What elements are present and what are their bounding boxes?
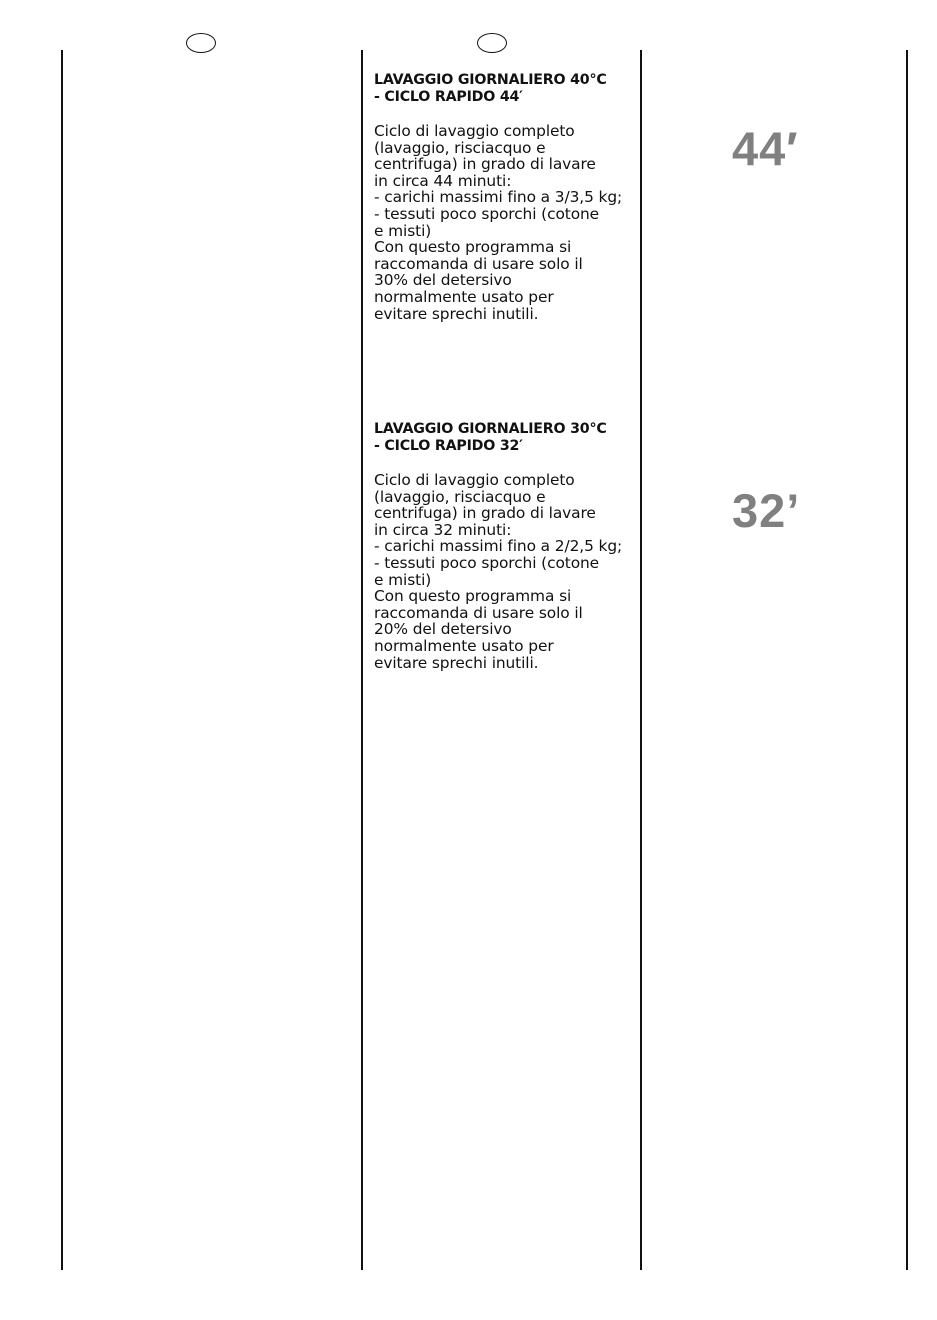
description-line: normalmente usato per: [374, 287, 554, 306]
description-line: - carichi massimi fino a 3/3,5 kg;: [374, 188, 623, 207]
column-divider-middle: [361, 50, 363, 1270]
description-line: Ciclo di lavaggio completo: [374, 122, 575, 140]
program-section-40c: [374, 72, 636, 322]
program-time-44: 44′: [732, 122, 799, 175]
column-divider-edge: [906, 50, 908, 1270]
program-description-30c: [374, 472, 636, 671]
description-line: - tessuti poco sporchi (cotone: [374, 553, 600, 572]
program-description-40c: [374, 123, 636, 322]
description-line: 20% del detersivo: [374, 620, 512, 639]
program-title-30c: [374, 421, 636, 455]
column-divider-left: [61, 50, 63, 1270]
description-line: centrifuga) in grado di lavare: [374, 155, 596, 174]
program-title-40c: [374, 72, 636, 106]
description-line: centrifuga) in grado di lavare: [374, 504, 596, 523]
description-line: normalmente usato per: [374, 636, 554, 655]
description-line: (lavaggio, risciacquo e: [374, 138, 546, 157]
description-line: Con questo programma si: [374, 238, 572, 257]
description-line: - carichi massimi fino a 2/2,5 kg;: [374, 537, 623, 556]
description-line: raccomanda di usare solo il: [374, 254, 583, 273]
description-line: e misti): [374, 221, 432, 240]
description-line: e misti): [374, 570, 432, 589]
title-line: LAVAGGIO GIORNALIERO 30°C: [374, 421, 607, 437]
column-divider-right: [640, 50, 642, 1270]
description-line: Ciclo di lavaggio completo: [374, 471, 575, 489]
description-line: evitare sprechi inutili.: [374, 304, 539, 323]
description-line: Con questo programma si: [374, 587, 572, 606]
description-line: (lavaggio, risciacquo e: [374, 487, 546, 506]
title-line: LAVAGGIO GIORNALIERO 40°C: [374, 72, 607, 88]
description-line: evitare sprechi inutili.: [374, 653, 539, 672]
description-line: raccomanda di usare solo il: [374, 603, 583, 622]
description-line: 30% del detersivo: [374, 271, 512, 290]
title-line: - CICLO RAPIDO 44′: [374, 89, 523, 105]
program-section-30c: [374, 421, 636, 671]
language-oval-right: [477, 33, 507, 53]
description-line: in circa 32 minuti:: [374, 520, 512, 539]
description-line: in circa 44 minuti:: [374, 171, 512, 190]
title-line: - CICLO RAPIDO 32′: [374, 438, 523, 454]
description-line: - tessuti poco sporchi (cotone: [374, 204, 600, 223]
program-time-32: 32’: [732, 484, 801, 537]
language-oval-left: [186, 33, 216, 53]
